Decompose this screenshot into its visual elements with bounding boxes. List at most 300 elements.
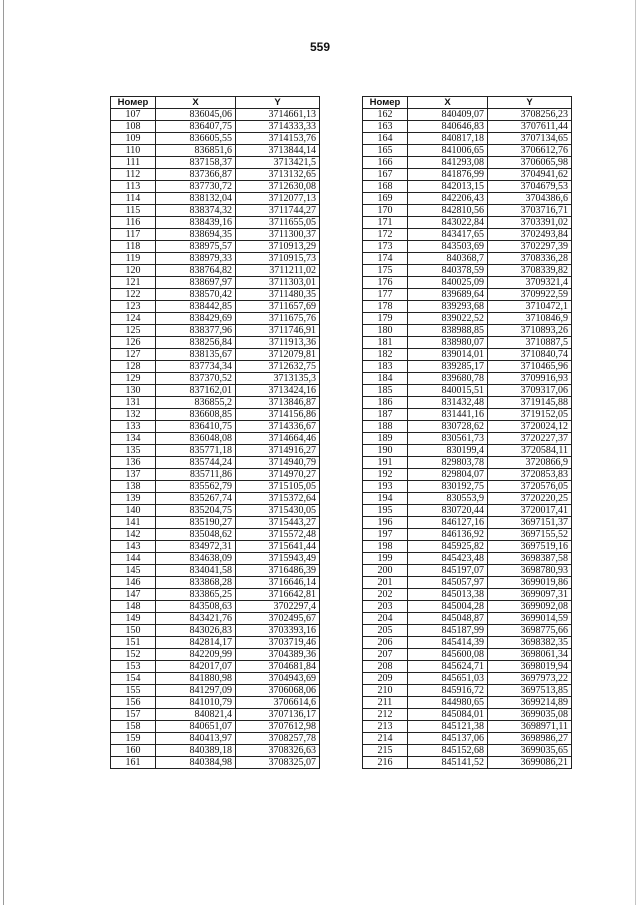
x-coordinate: 834041,58 — [156, 565, 236, 577]
table-row — [111, 181, 320, 193]
point-number: 156 — [111, 697, 156, 709]
point-number: 118 — [111, 241, 156, 253]
table-header-row — [363, 97, 572, 109]
point-number: 122 — [111, 289, 156, 301]
x-coordinate: 835190,27 — [156, 517, 236, 529]
coordinates-table-left — [110, 96, 320, 769]
x-coordinate: 834638,09 — [156, 553, 236, 565]
x-coordinate: 838132,04 — [156, 193, 236, 205]
y-coordinate: 3710840,74 — [488, 349, 572, 361]
y-coordinate: 3699014,59 — [488, 613, 572, 625]
point-number: 168 — [363, 181, 408, 193]
point-number: 141 — [111, 517, 156, 529]
y-coordinate: 3699086,21 — [488, 757, 572, 769]
table-row — [363, 229, 572, 241]
y-coordinate: 3711211,02 — [236, 265, 320, 277]
point-number: 180 — [363, 325, 408, 337]
table-row — [363, 265, 572, 277]
point-number: 115 — [111, 205, 156, 217]
y-coordinate: 3719145,88 — [488, 397, 572, 409]
y-coordinate: 3713421,5 — [236, 157, 320, 169]
point-number: 186 — [363, 397, 408, 409]
x-coordinate: 843503,69 — [408, 241, 488, 253]
y-coordinate: 3715572,48 — [236, 529, 320, 541]
table-row — [363, 553, 572, 565]
point-number: 171 — [363, 217, 408, 229]
x-coordinate: 838429,69 — [156, 313, 236, 325]
x-coordinate: 838697,97 — [156, 277, 236, 289]
x-coordinate: 846136,92 — [408, 529, 488, 541]
y-coordinate: 3712632,75 — [236, 361, 320, 373]
table-row — [363, 529, 572, 541]
x-coordinate: 842814,17 — [156, 637, 236, 649]
y-coordinate: 3706068,06 — [236, 685, 320, 697]
point-number: 204 — [363, 613, 408, 625]
table-row — [363, 217, 572, 229]
point-number: 145 — [111, 565, 156, 577]
y-coordinate: 3715105,05 — [236, 481, 320, 493]
y-coordinate: 3709922,59 — [488, 289, 572, 301]
table-row — [111, 169, 320, 181]
y-coordinate: 3713844,14 — [236, 145, 320, 157]
point-number: 159 — [111, 733, 156, 745]
point-number: 161 — [111, 757, 156, 769]
table-row — [111, 553, 320, 565]
x-coordinate: 834972,31 — [156, 541, 236, 553]
x-coordinate: 830192,75 — [408, 481, 488, 493]
table-row — [111, 265, 320, 277]
table-row — [111, 613, 320, 625]
point-number: 138 — [111, 481, 156, 493]
y-coordinate: 3708257,78 — [236, 733, 320, 745]
x-coordinate: 840378,59 — [408, 265, 488, 277]
y-coordinate: 3698382,35 — [488, 637, 572, 649]
point-number: 130 — [111, 385, 156, 397]
point-number: 189 — [363, 433, 408, 445]
header-x: X — [408, 97, 488, 109]
x-coordinate: 845048,87 — [408, 613, 488, 625]
y-coordinate: 3720866,9 — [488, 457, 572, 469]
y-coordinate: 3709916,93 — [488, 373, 572, 385]
point-number: 209 — [363, 673, 408, 685]
x-coordinate: 840025,09 — [408, 277, 488, 289]
y-coordinate: 3714970,27 — [236, 469, 320, 481]
point-number: 172 — [363, 229, 408, 241]
x-coordinate: 830720,44 — [408, 505, 488, 517]
x-coordinate: 829803,78 — [408, 457, 488, 469]
x-coordinate: 838975,57 — [156, 241, 236, 253]
point-number: 126 — [111, 337, 156, 349]
point-number: 112 — [111, 169, 156, 181]
point-number: 110 — [111, 145, 156, 157]
point-number: 144 — [111, 553, 156, 565]
table-row — [363, 697, 572, 709]
x-coordinate: 841876,99 — [408, 169, 488, 181]
table-row — [363, 349, 572, 361]
point-number: 166 — [363, 157, 408, 169]
y-coordinate: 3698986,27 — [488, 733, 572, 745]
x-coordinate: 845916,72 — [408, 685, 488, 697]
table-row — [111, 457, 320, 469]
y-coordinate: 3715372,64 — [236, 493, 320, 505]
y-coordinate: 3713846,87 — [236, 397, 320, 409]
header-number: Номер — [111, 97, 156, 109]
x-coordinate: 838256,84 — [156, 337, 236, 349]
y-coordinate: 3712630,08 — [236, 181, 320, 193]
y-coordinate: 3702493,84 — [488, 229, 572, 241]
point-number: 152 — [111, 649, 156, 661]
point-number: 107 — [111, 109, 156, 121]
table-row — [363, 433, 572, 445]
table-row — [111, 193, 320, 205]
table-row — [363, 733, 572, 745]
y-coordinate: 3710887,5 — [488, 337, 572, 349]
table-row — [363, 205, 572, 217]
x-coordinate: 840409,07 — [408, 109, 488, 121]
y-coordinate: 3711480,35 — [236, 289, 320, 301]
x-coordinate: 845651,03 — [408, 673, 488, 685]
point-number: 158 — [111, 721, 156, 733]
x-coordinate: 838980,07 — [408, 337, 488, 349]
table-row — [111, 421, 320, 433]
point-number: 210 — [363, 685, 408, 697]
point-number: 208 — [363, 661, 408, 673]
x-coordinate: 830728,62 — [408, 421, 488, 433]
x-coordinate: 839014,01 — [408, 349, 488, 361]
x-coordinate: 845600,08 — [408, 649, 488, 661]
point-number: 109 — [111, 133, 156, 145]
y-coordinate: 3720227,37 — [488, 433, 572, 445]
table-row — [363, 145, 572, 157]
x-coordinate: 835711,86 — [156, 469, 236, 481]
y-coordinate: 3720024,12 — [488, 421, 572, 433]
y-coordinate: 3707612,98 — [236, 721, 320, 733]
x-coordinate: 835771,18 — [156, 445, 236, 457]
table-row — [363, 289, 572, 301]
y-coordinate: 3710915,73 — [236, 253, 320, 265]
table-row — [363, 637, 572, 649]
table-row — [111, 589, 320, 601]
y-coordinate: 3703719,46 — [236, 637, 320, 649]
table-row — [111, 289, 320, 301]
table-row — [363, 493, 572, 505]
point-number: 205 — [363, 625, 408, 637]
table-row — [363, 361, 572, 373]
y-coordinate: 3699035,65 — [488, 745, 572, 757]
point-number: 116 — [111, 217, 156, 229]
y-coordinate: 3720853,83 — [488, 469, 572, 481]
point-number: 151 — [111, 637, 156, 649]
y-coordinate: 3710893,26 — [488, 325, 572, 337]
point-number: 139 — [111, 493, 156, 505]
table-row — [111, 361, 320, 373]
table-row — [363, 589, 572, 601]
x-coordinate: 836410,75 — [156, 421, 236, 433]
x-coordinate: 837162,01 — [156, 385, 236, 397]
point-number: 123 — [111, 301, 156, 313]
x-coordinate: 831432,48 — [408, 397, 488, 409]
x-coordinate: 840821,4 — [156, 709, 236, 721]
table-row — [363, 421, 572, 433]
point-number: 177 — [363, 289, 408, 301]
x-coordinate: 840646,83 — [408, 121, 488, 133]
y-coordinate: 3697151,37 — [488, 517, 572, 529]
point-number: 216 — [363, 757, 408, 769]
point-number: 155 — [111, 685, 156, 697]
x-coordinate: 830199,4 — [408, 445, 488, 457]
table-row — [111, 385, 320, 397]
x-coordinate: 839680,78 — [408, 373, 488, 385]
point-number: 121 — [111, 277, 156, 289]
x-coordinate: 831441,16 — [408, 409, 488, 421]
table-row — [111, 133, 320, 145]
point-number: 201 — [363, 577, 408, 589]
point-number: 191 — [363, 457, 408, 469]
x-coordinate: 838374,32 — [156, 205, 236, 217]
point-number: 163 — [363, 121, 408, 133]
table-row — [111, 709, 320, 721]
table-row — [363, 253, 572, 265]
y-coordinate: 3714336,67 — [236, 421, 320, 433]
y-coordinate: 3707136,17 — [236, 709, 320, 721]
x-coordinate: 845013,38 — [408, 589, 488, 601]
y-coordinate: 3697513,85 — [488, 685, 572, 697]
y-coordinate: 3698971,11 — [488, 721, 572, 733]
point-number: 192 — [363, 469, 408, 481]
point-number: 214 — [363, 733, 408, 745]
table-row — [111, 745, 320, 757]
point-number: 164 — [363, 133, 408, 145]
x-coordinate: 837370,52 — [156, 373, 236, 385]
point-number: 184 — [363, 373, 408, 385]
y-coordinate: 3697973,22 — [488, 673, 572, 685]
table-row — [111, 565, 320, 577]
y-coordinate: 3708325,07 — [236, 757, 320, 769]
y-coordinate: 3697519,16 — [488, 541, 572, 553]
y-coordinate: 3716486,39 — [236, 565, 320, 577]
table-row — [111, 673, 320, 685]
point-number: 150 — [111, 625, 156, 637]
y-coordinate: 3708326,63 — [236, 745, 320, 757]
x-coordinate: 841010,79 — [156, 697, 236, 709]
point-number: 142 — [111, 529, 156, 541]
point-number: 143 — [111, 541, 156, 553]
x-coordinate: 835204,75 — [156, 505, 236, 517]
table-row — [111, 217, 320, 229]
y-coordinate: 3698061,34 — [488, 649, 572, 661]
y-coordinate: 3698775,66 — [488, 625, 572, 637]
y-coordinate: 3714940,79 — [236, 457, 320, 469]
y-coordinate: 3714153,76 — [236, 133, 320, 145]
x-coordinate: 843421,76 — [156, 613, 236, 625]
point-number: 165 — [363, 145, 408, 157]
y-coordinate: 3698019,94 — [488, 661, 572, 673]
x-coordinate: 841880,98 — [156, 673, 236, 685]
table-row — [363, 469, 572, 481]
table-row — [111, 277, 320, 289]
table-row — [111, 541, 320, 553]
x-coordinate: 838764,82 — [156, 265, 236, 277]
point-number: 120 — [111, 265, 156, 277]
table-row — [363, 397, 572, 409]
point-number: 195 — [363, 505, 408, 517]
y-coordinate: 3714664,46 — [236, 433, 320, 445]
x-coordinate: 845423,48 — [408, 553, 488, 565]
x-coordinate: 845925,82 — [408, 541, 488, 553]
y-coordinate: 3708339,82 — [488, 265, 572, 277]
point-number: 175 — [363, 265, 408, 277]
point-number: 147 — [111, 589, 156, 601]
table-row — [111, 253, 320, 265]
x-coordinate: 843026,83 — [156, 625, 236, 637]
x-coordinate: 833865,25 — [156, 589, 236, 601]
y-coordinate: 3714156,86 — [236, 409, 320, 421]
table-row — [111, 445, 320, 457]
y-coordinate: 3711657,69 — [236, 301, 320, 313]
table-row — [363, 709, 572, 721]
table-row — [111, 721, 320, 733]
point-number: 182 — [363, 349, 408, 361]
x-coordinate: 836851,6 — [156, 145, 236, 157]
x-coordinate: 845057,97 — [408, 577, 488, 589]
x-coordinate: 838988,85 — [408, 325, 488, 337]
table-row — [111, 625, 320, 637]
point-number: 200 — [363, 565, 408, 577]
x-coordinate: 842017,07 — [156, 661, 236, 673]
y-coordinate: 3715943,49 — [236, 553, 320, 565]
point-number: 212 — [363, 709, 408, 721]
y-coordinate: 3719152,05 — [488, 409, 572, 421]
point-number: 170 — [363, 205, 408, 217]
table-row — [111, 733, 320, 745]
y-coordinate: 3706065,98 — [488, 157, 572, 169]
header-y: Y — [488, 97, 572, 109]
y-coordinate: 3704679,53 — [488, 181, 572, 193]
y-coordinate: 3720017,41 — [488, 505, 572, 517]
y-coordinate: 3710472,1 — [488, 301, 572, 313]
x-coordinate: 844980,65 — [408, 697, 488, 709]
point-number: 196 — [363, 517, 408, 529]
y-coordinate: 3704943,69 — [236, 673, 320, 685]
scan-edge-left — [3, 0, 4, 905]
table-row — [363, 517, 572, 529]
point-number: 108 — [111, 121, 156, 133]
table-row — [363, 109, 572, 121]
y-coordinate: 3704389,36 — [236, 649, 320, 661]
y-coordinate: 3711303,01 — [236, 277, 320, 289]
y-coordinate: 3716646,14 — [236, 577, 320, 589]
x-coordinate: 838377,96 — [156, 325, 236, 337]
table-row — [363, 673, 572, 685]
x-coordinate: 843508,63 — [156, 601, 236, 613]
y-coordinate: 3720584,11 — [488, 445, 572, 457]
table-row — [111, 301, 320, 313]
table-row — [363, 649, 572, 661]
table-row — [363, 121, 572, 133]
x-coordinate: 839022,52 — [408, 313, 488, 325]
y-coordinate: 3703393,16 — [236, 625, 320, 637]
y-coordinate: 3709321,4 — [488, 277, 572, 289]
y-coordinate: 3712079,81 — [236, 349, 320, 361]
table-row — [111, 433, 320, 445]
table-row — [363, 541, 572, 553]
point-number: 131 — [111, 397, 156, 409]
y-coordinate: 3711746,91 — [236, 325, 320, 337]
point-number: 114 — [111, 193, 156, 205]
point-number: 173 — [363, 241, 408, 253]
x-coordinate: 836048,08 — [156, 433, 236, 445]
y-coordinate: 3716642,81 — [236, 589, 320, 601]
table-row — [111, 493, 320, 505]
point-number: 124 — [111, 313, 156, 325]
x-coordinate: 836608,85 — [156, 409, 236, 421]
y-coordinate: 3703716,71 — [488, 205, 572, 217]
point-number: 133 — [111, 421, 156, 433]
table-row — [363, 277, 572, 289]
table-row — [111, 637, 320, 649]
point-number: 215 — [363, 745, 408, 757]
table-row — [363, 241, 572, 253]
y-coordinate: 3711675,76 — [236, 313, 320, 325]
point-number: 206 — [363, 637, 408, 649]
table-row — [111, 505, 320, 517]
point-number: 197 — [363, 529, 408, 541]
table-row — [363, 313, 572, 325]
x-coordinate: 845197,07 — [408, 565, 488, 577]
point-number: 113 — [111, 181, 156, 193]
x-coordinate: 830561,73 — [408, 433, 488, 445]
x-coordinate: 835267,74 — [156, 493, 236, 505]
table-row — [111, 205, 320, 217]
y-coordinate: 3711300,37 — [236, 229, 320, 241]
y-coordinate: 3715641,44 — [236, 541, 320, 553]
table-row — [363, 337, 572, 349]
table-row — [363, 325, 572, 337]
x-coordinate: 837734,34 — [156, 361, 236, 373]
point-number: 148 — [111, 601, 156, 613]
x-coordinate: 838442,85 — [156, 301, 236, 313]
point-number: 117 — [111, 229, 156, 241]
table-row — [111, 373, 320, 385]
y-coordinate: 3707611,44 — [488, 121, 572, 133]
y-coordinate: 3713135,3 — [236, 373, 320, 385]
point-number: 194 — [363, 493, 408, 505]
table-row — [111, 145, 320, 157]
point-number: 202 — [363, 589, 408, 601]
y-coordinate: 3713132,65 — [236, 169, 320, 181]
table-row — [111, 109, 320, 121]
point-number: 178 — [363, 301, 408, 313]
point-number: 119 — [111, 253, 156, 265]
point-number: 149 — [111, 613, 156, 625]
scan-edge-right — [635, 0, 636, 905]
table-row — [363, 457, 572, 469]
point-number: 211 — [363, 697, 408, 709]
y-coordinate: 3713424,16 — [236, 385, 320, 397]
y-coordinate: 3707134,65 — [488, 133, 572, 145]
y-coordinate: 3715430,05 — [236, 505, 320, 517]
table-row — [363, 373, 572, 385]
y-coordinate: 3702495,67 — [236, 613, 320, 625]
point-number: 181 — [363, 337, 408, 349]
table-row — [363, 661, 572, 673]
y-coordinate: 3710846,9 — [488, 313, 572, 325]
x-coordinate: 837366,87 — [156, 169, 236, 181]
x-coordinate: 846127,16 — [408, 517, 488, 529]
x-coordinate: 841293,08 — [408, 157, 488, 169]
point-number: 190 — [363, 445, 408, 457]
point-number: 162 — [363, 109, 408, 121]
